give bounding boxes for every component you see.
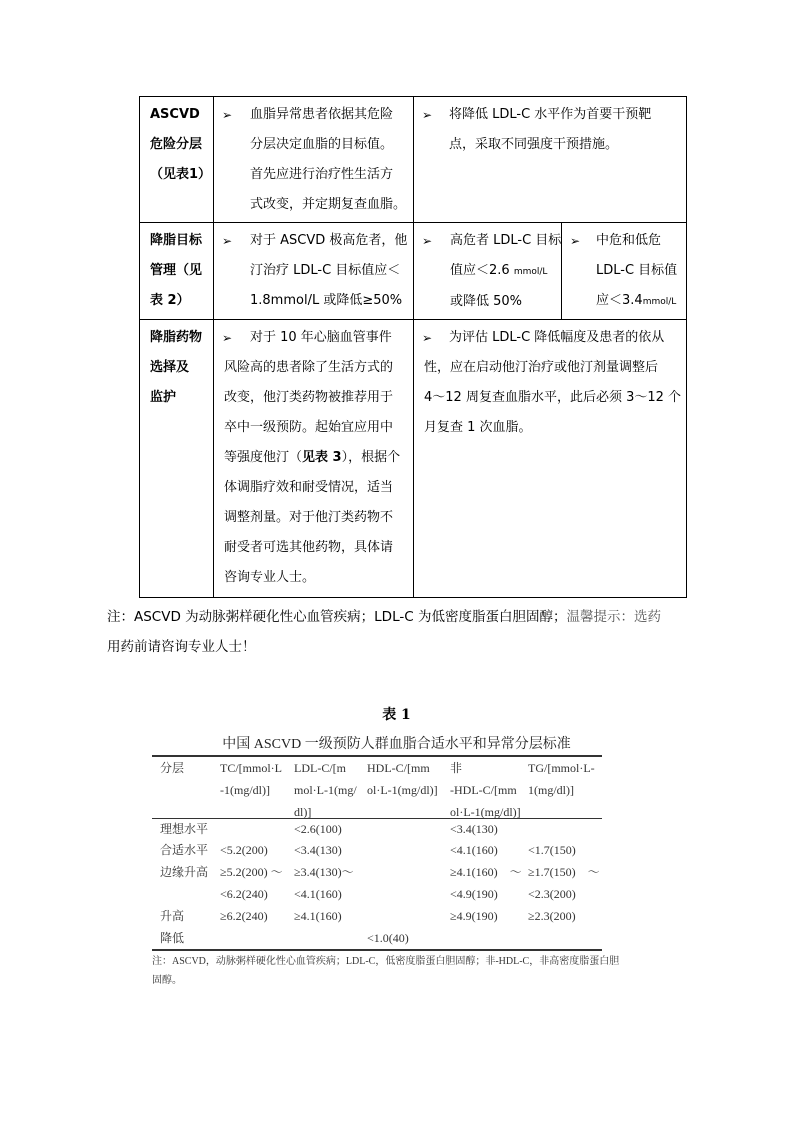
- row3-col1-l5: 等强度他汀（见表 3），根据个: [224, 450, 401, 465]
- table1-cell: ≥6.2(240): [220, 909, 268, 923]
- table1-row-ideal-label: 理想水平: [160, 822, 209, 836]
- table1-cell: <5.2(200): [220, 843, 268, 857]
- row1-header-l1: ASCVD: [150, 107, 200, 122]
- row3-col1-l8: 耐受者可选其他药物，具体请: [224, 540, 394, 555]
- table1-cell: <3.4(130): [294, 843, 342, 857]
- row3-col2-l3: 4～12 周复查血脂水平，此后必须 3～12 个: [424, 390, 682, 405]
- table1-cell: <1.7(150): [528, 843, 576, 857]
- row1-col1-l3: 首先应进行治疗性生活方: [250, 167, 394, 182]
- table1-header-tc: TC/[mmol·L -1(mg/dl)]: [220, 761, 282, 797]
- row2-col2b-cell: [561, 222, 687, 320]
- row3-col2-l4: 月复查 1 次血脂。: [424, 420, 532, 435]
- bullet-arrow-icon: ➢: [222, 108, 233, 122]
- table1-header-ldl: LDL-C/[m mol·L-1(mg/ dl)]: [294, 761, 357, 819]
- table1-cell: ≥4.9(190): [450, 909, 498, 923]
- row3-header-l1: 降脂药物: [150, 330, 203, 345]
- row3-col1-cell: [213, 319, 414, 598]
- row3-header-cell: [139, 319, 214, 598]
- table1-row-low-label: 降低: [160, 931, 185, 945]
- row3-col1-l1: 对于 10 年心脑血管事件: [250, 330, 392, 345]
- table1-footnote: 注：ASCVD，动脉粥样硬化性心血管疾病；LDL-C，低密度脂蛋白胆固醇；非-HDL-C，非高密度脂蛋白胆 固醇。: [152, 956, 620, 986]
- bullet-arrow-icon: ➢: [422, 108, 433, 122]
- row1-col2-l1: 将降低 LDL-C 水平作为首要干预靶: [449, 107, 652, 122]
- row1-col2-cell: [413, 96, 687, 223]
- table1-header-hdl: HDL-C/[mm ol·L-1(mg/dl)]: [367, 761, 438, 797]
- row2-header-l2: 管理（见: [150, 263, 203, 278]
- row1-header-cell: [139, 96, 214, 223]
- row2-header-cell: [139, 222, 214, 320]
- row1-col1-l2: 分层决定血脂的目标值。: [250, 137, 394, 152]
- table1-cell: ≥2.3(200): [528, 909, 576, 923]
- bullet-arrow-icon: ➢: [570, 234, 581, 248]
- row3-col2-cell: [413, 319, 687, 598]
- table1-cell: <1.0(40): [367, 931, 409, 945]
- table1-bottom-rule: [152, 949, 602, 951]
- table1-cell: ≥3.4(130)～ <4.1(160): [294, 865, 354, 901]
- row3-header-l3: 监护: [150, 390, 177, 405]
- row2-col1-cell: [213, 222, 414, 320]
- table1-caption: 中国 ASCVD 一级预防人群血脂合适水平和异常分层标准: [222, 737, 571, 752]
- table1-title: 表 1: [382, 707, 411, 723]
- table1-cell: <2.6(100): [294, 822, 342, 836]
- unit-label: mmol/L: [513, 267, 548, 277]
- note-line2: 用药前请咨询专业人士！: [107, 639, 256, 655]
- warm-tip: 温馨提示：选药: [566, 609, 661, 625]
- table1-cell: ≥5.2(200) ～ <6.2(240): [220, 865, 283, 901]
- note-line1: 注：ASCVD 为动脉粥样硬化性心血管疾病；LDL-C 为低密度脂蛋白胆固醇；温馨提示：选药: [107, 609, 661, 625]
- row2-col2a-cell: [413, 222, 562, 320]
- table1-cell: ≥4.1(160) ～ <4.9(190): [450, 865, 522, 901]
- row3-col1-l4: 卒中一级预防。起始宜应用中: [224, 420, 394, 435]
- guideline-table: [139, 96, 687, 598]
- row3-col1-l7: 调整剂量。对于他汀类药物不: [224, 510, 394, 525]
- row1-col2-l2: 点，采取不同强度干预措施。: [449, 137, 619, 152]
- row3-col1-l2: 风险高的患者除了生活方式的: [224, 360, 394, 375]
- table1-header-layer: 分层: [160, 761, 185, 775]
- row3-col2-l1: 为评估 LDL-C 降低幅度及患者的依从: [449, 330, 665, 345]
- row2-col1-l2: 汀治疗 LDL-C 目标值应＜: [250, 263, 401, 278]
- row3-col1-l9: 咨询专业人士。: [224, 570, 316, 585]
- row2-col2a-l3: 或降低 50%: [450, 294, 523, 309]
- row2-col2b-l2: LDL-C 目标值: [596, 263, 678, 278]
- row2-col2a-l2: 值应＜2.6 mmol/L: [450, 263, 548, 278]
- row1-col1-l4: 式改变，并定期复查血脂。: [250, 197, 407, 212]
- bullet-arrow-icon: ➢: [222, 234, 233, 248]
- row2-header-l3: 表 2）: [150, 293, 190, 308]
- table1-cell: ≥4.1(160): [294, 909, 342, 923]
- row3-col1-l3: 改变，他汀类药物被推荐用于: [224, 390, 394, 405]
- table1-header-nonhdl: 非 -HDL-C/[mm ol·L-1(mg/dl)]: [450, 761, 521, 819]
- table1-cell: ≥1.7(150) ～ <2.3(200): [528, 865, 600, 901]
- row1-header-l2: 危险分层: [150, 137, 203, 152]
- row2-col2b-l1: 中危和低危: [596, 233, 662, 248]
- row1-col1-l1: 血脂异常患者依据其危险: [250, 107, 394, 122]
- bullet-arrow-icon: ➢: [422, 234, 433, 248]
- bullet-arrow-icon: ➢: [222, 331, 233, 345]
- table1-row-suitable-label: 合适水平: [160, 843, 209, 857]
- table1-cell: <3.4(130): [450, 822, 498, 836]
- row2-col1-l1: 对于 ASCVD 极高危者，他: [250, 233, 408, 248]
- table1-row-border-label: 边缘升高: [160, 865, 209, 879]
- row2-col2b-l3: 应＜3.4mmol/L: [596, 293, 677, 308]
- row2-header-l1: 降脂目标: [150, 233, 203, 248]
- table1-header-tg: TG/[mmol·L- 1(mg/dl)]: [528, 761, 595, 797]
- unit-label: mmol/L: [642, 297, 677, 307]
- table1-row-high-label: 升高: [160, 909, 185, 923]
- row1-col1-cell: [213, 96, 414, 223]
- row2-col2a-l1: 高危者 LDL-C 目标: [450, 233, 562, 248]
- row2-col1-l3: 1.8mmol/L 或降低≥50%: [250, 293, 403, 308]
- see-table3-ref: 见表 3: [302, 450, 342, 465]
- row3-col2-l2: 性，应在启动他汀治疗或他汀剂量调整后: [424, 360, 659, 375]
- row1-header-l3: （见表1）: [150, 167, 212, 182]
- row3-header-l2: 选择及: [150, 360, 190, 375]
- table-note: [107, 602, 687, 662]
- bullet-arrow-icon: ➢: [422, 331, 433, 345]
- table1-cell: <4.1(160): [450, 843, 498, 857]
- table1-header-rule: [152, 818, 602, 819]
- row3-col1-l6: 体调脂疗效和耐受情况，适当: [224, 480, 394, 495]
